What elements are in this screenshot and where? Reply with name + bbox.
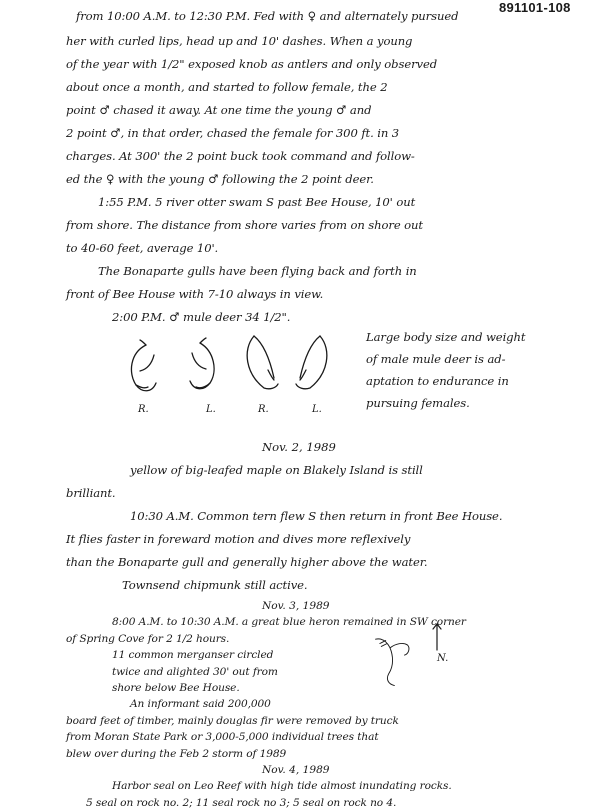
text-line: than the Bonaparte gull and generally higher above the water. [66,555,428,569]
entry-date: Nov. 2, 1989 [262,440,336,454]
entry-date: Nov. 4, 1989 [262,764,330,776]
text-line: her with curled lips, head up and 10' dashes. When a young [66,34,413,48]
text-line: 2:00 P.M. ♂ mule deer 34 1/2". [112,310,291,324]
side-note-line: Large body size and weight [366,330,526,344]
text-line: blew over during the Feb 2 storm of 1989 [66,747,287,760]
text-line: An informant said 200,000 [130,698,271,711]
cove-map-sketch [372,629,424,687]
text-line: about once a month, and started to follow female, the 2 [66,80,388,94]
side-note-line: pursuing females. [366,396,470,410]
text-line: 10:30 A.M. Common tern flew S then return in front Bee House. [130,509,503,523]
ears-sketch-drawing [240,330,335,410]
text-line: charges. At 300' the 2 point buck took command and follow- [66,149,415,163]
text-line: from shore. The distance from shore varies from on shore out [66,218,423,232]
sketch-label: R. [258,404,269,415]
sketch-label: R. [138,404,149,415]
text-line: Harbor seal on Leo Reef with high tide almost inundating rocks. [112,780,452,793]
side-note-line: of male mule deer is ad- [366,352,506,366]
text-line: of the year with 1/2" exposed knob as antlers and only observed [66,57,438,71]
text-line: front of Bee House with 7-10 always in view. [66,287,324,301]
text-line: to 40-60 feet, average 10'. [66,241,219,255]
text-line: ed the ♀ with the young ♂ following the 2 point deer. [66,172,374,186]
text-line: 1:55 P.M. 5 river otter swam S past Bee House, 10' out [98,195,416,209]
text-line: 11 common merganser circled [112,649,274,662]
document-id: 891101-108 [499,0,571,15]
text-line: The Bonaparte gulls have been flying back and forth in [98,264,417,278]
text-line: from 10:00 A.M. to 12:30 P.M. Fed with ♀ and alternately pursued [76,9,459,23]
text-line: It flies faster in foreward motion and dives more reflexively [66,532,411,546]
text-line: of Spring Cove for 2 1/2 hours. [66,632,230,645]
text-line: 8:00 A.M. to 10:30 A.M. a great blue heron remained in SW corner [112,616,466,629]
text-line: brilliant. [66,486,116,500]
text-line: point ♂ chased it away. At one time the young ♂ and [66,103,372,117]
sketch-label: L. [206,404,216,415]
text-line: twice and alighted 30' out from [112,665,278,678]
side-note-line: aptation to endurance in [366,374,509,388]
sketch-label: L. [312,404,322,415]
entry-date: Nov. 3, 1989 [262,600,330,612]
text-line: 5 seal on rock no. 2; 11 seal rock no 3; 5 seal on rock no 4. [86,796,397,809]
text-line: yellow of big-leafed maple on Blakely Island is still [130,463,423,477]
text-line: Townsend chipmunk still active. [122,578,308,592]
text-line: shore below Bee House. [112,682,240,694]
north-label: N. [437,653,449,665]
text-line: board feet of timber, mainly douglas fir were removed by truck [66,714,399,727]
text-line: 2 point ♂, in that order, chased the female for 300 ft. in 3 [66,126,400,140]
text-line: from Moran State Park or 3,000-5,000 individual trees that [66,731,379,744]
